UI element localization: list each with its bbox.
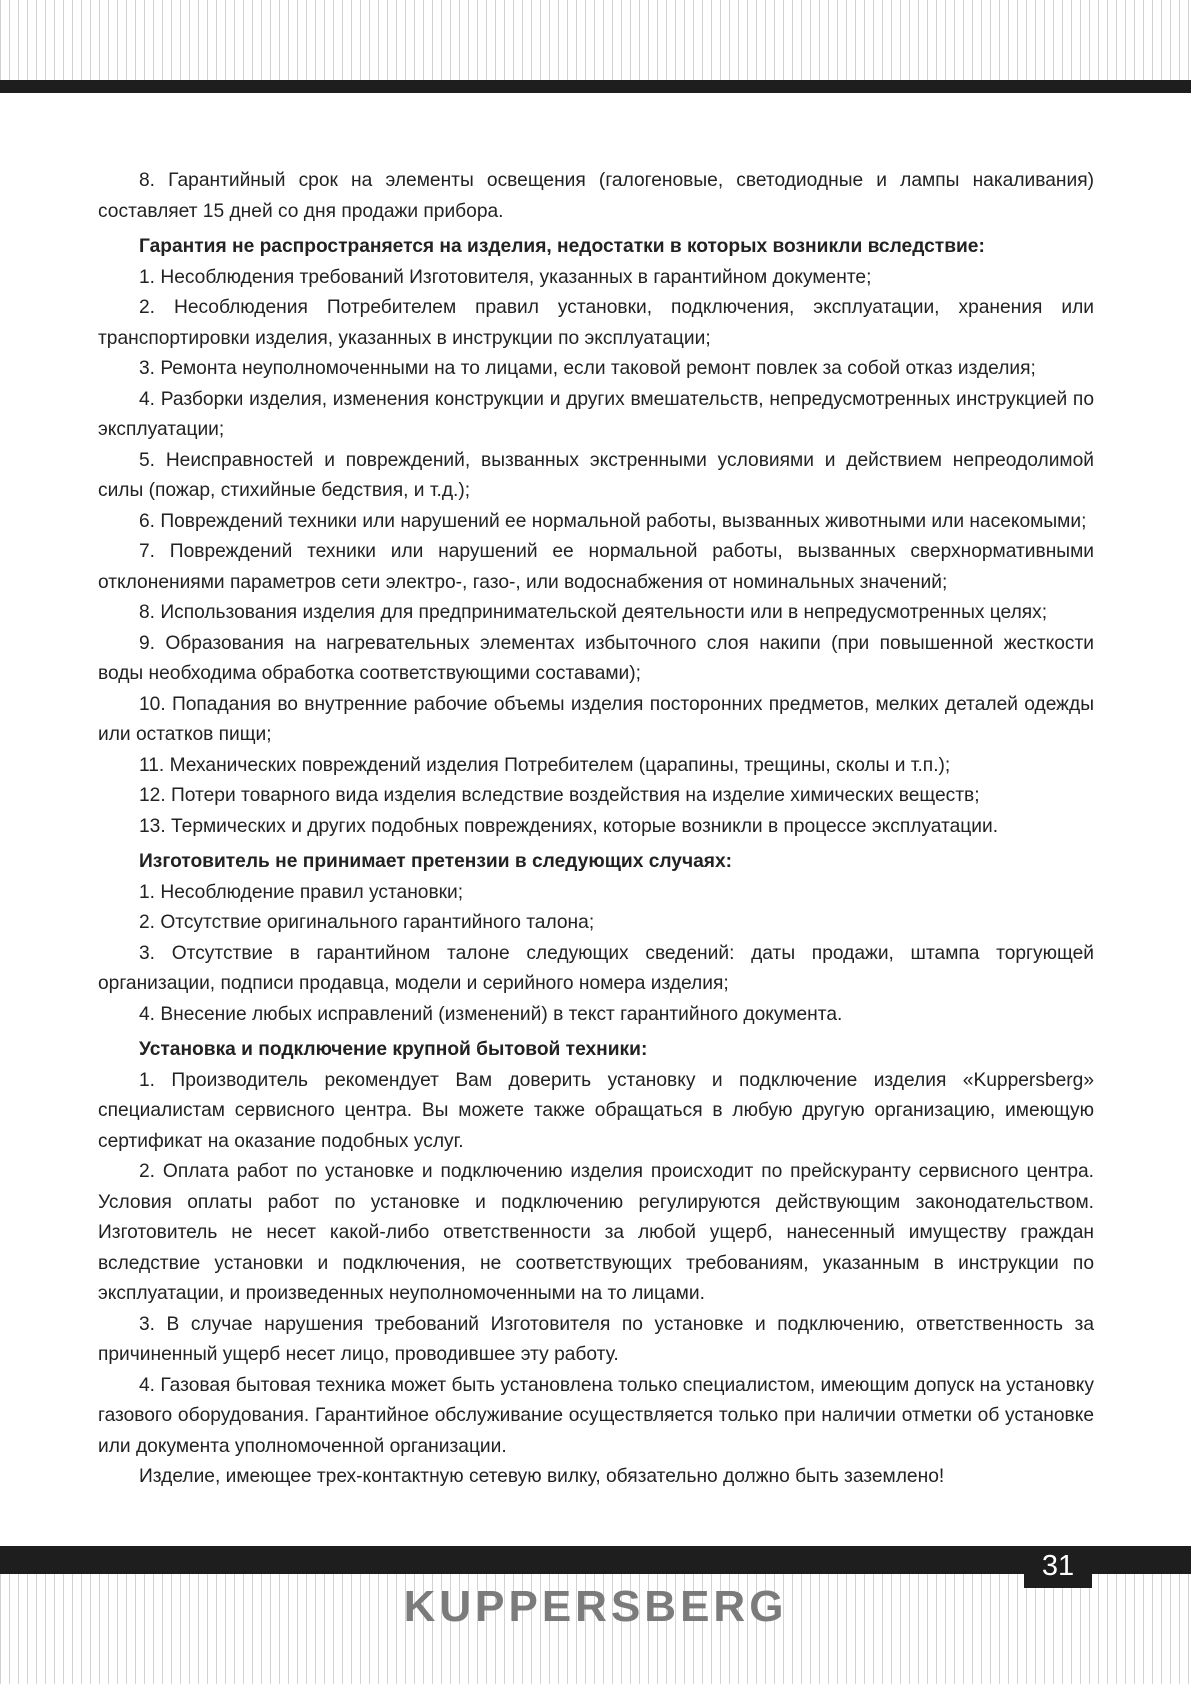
list-item: 4. Внесение любых исправлений (изменений) в текст гарантийного документа. (139, 1003, 843, 1025)
list-item: 7. Повреждений техники или нарушений ее нормальной работы, вызванных сверхнормативными отклонениями параметров сети электро-, газо-, или водоснабжения от номинальных значений; (98, 541, 1094, 593)
list-item: 1. Несоблюдения требований Изготовителя, указанных в гарантийном документе; (139, 266, 872, 288)
list-item: 1. Производитель рекомендует Вам доверить установку и подключение изделия «Kuppersberg» специалистам сервисного центра. Вы можете также обращаться в любую другую организацию, имеющую сертификат на оказание подобных услуг. (98, 1069, 1094, 1152)
list-item: 11. Механических повреждений изделия Потребителем (царапины, трещины, сколы и т.п.); (139, 754, 951, 776)
list-item: 5. Неисправностей и повреждений, вызванных экстренными условиями и действием непреодолимой силы (пожар, стихийные бедствия, и т.д.); (98, 449, 1094, 501)
list-item: 13. Термических и других подобных повреждениях, которые возникли в процессе эксплуатации. (139, 815, 999, 837)
section-heading-claims-rejected: Изготовитель не принимает претензии в следующих случаях: (139, 851, 733, 872)
page-content (98, 166, 1094, 1493)
list-item: 3. В случае нарушения требований Изготовителя по установке и подключению, ответственность за причиненный ущерб несет лицо, проводившее эту работу. (98, 1313, 1094, 1365)
footer-bar (0, 1546, 1191, 1574)
list-item: 9. Образования на нагревательных элементах избыточного слоя накипи (при повышенной жесткости воды необходима обработка соответствующими составами); (98, 632, 1094, 684)
list-item: 8. Использования изделия для предпринимательской деятельности или в непредусмотренных целях; (139, 602, 1048, 623)
list-item: 4. Газовая бытовая техника может быть установлена только специалистом, имеющим допуск на установку газового оборудования. Гарантийное обслуживание осуществляется только при наличии отметки об установке или документа уполномоченной организации. (98, 1374, 1094, 1457)
header-bar (0, 80, 1191, 93)
list-item: 3. Отсутствие в гарантийном талоне следующих сведений: даты продажи, штампа торгующей организации, подписи продавца, модели и серийного номера изделия; (98, 942, 1094, 994)
brand-logo: KUPPERSBERG (403, 1582, 788, 1631)
list-item: 1. Несоблюдение правил установки; (139, 881, 464, 903)
page-number: 31 (1024, 1546, 1092, 1588)
header-stripes (0, 0, 1191, 80)
list-item: 6. Повреждений техники или нарушений ее нормальной работы, вызванных животными или насекомыми; (139, 510, 1087, 532)
section-heading-warranty-exclusions: Гарантия не распространяется на изделия, недостатки в которых возникли вследствие: (139, 236, 985, 257)
section-heading-installation: Установка и подключение крупной бытовой техники: (139, 1039, 648, 1060)
list-item: 3. Ремонта неуполномоченными на то лицами, если таковой ремонт повлек за собой отказ изделия; (139, 358, 1036, 379)
grounding-note: Изделие, имеющее трех-контактную сетевую вилку, обязательно должно быть заземлено! (139, 1466, 945, 1487)
list-item: 2. Оплата работ по установке и подключению изделия происходит по прейскуранту сервисного центра. Условия оплаты работ по установке и подключению регулируются действующим законодательством. Изготовитель не несет какой-либо ответственности за любой ущерб, нанесенный имуществу граждан вследствие установки и подключения, не соответствующих требованиям, указанным в инструкции по эксплуатации, и произведенных неуполномоченными на то лицами. (98, 1161, 1094, 1304)
list-item: 4. Разборки изделия, изменения конструкции и других вмешательств, непредусмотренных инструкцией по эксплуатации; (98, 388, 1094, 440)
list-item: 12. Потери товарного вида изделия вследствие воздействия на изделие химических веществ; (139, 785, 980, 806)
list-item: 10. Попадания во внутренние рабочие объемы изделия посторонних предметов, мелких деталей одежды или остатков пищи; (98, 693, 1094, 745)
list-item: 2. Отсутствие оригинального гарантийного талона; (139, 912, 595, 933)
paragraph-lighting-warranty: 8. Гарантийный срок на элементы освещения (галогеновые, светодиодные и лампы накаливания) составляет 15 дней со дня продажи прибора. (98, 170, 1094, 222)
list-item: 2. Несоблюдения Потребителем правил установки, подключения, эксплуатации, хранения или транспортировки изделия, указанных в инструкции по эксплуатации; (98, 297, 1094, 349)
